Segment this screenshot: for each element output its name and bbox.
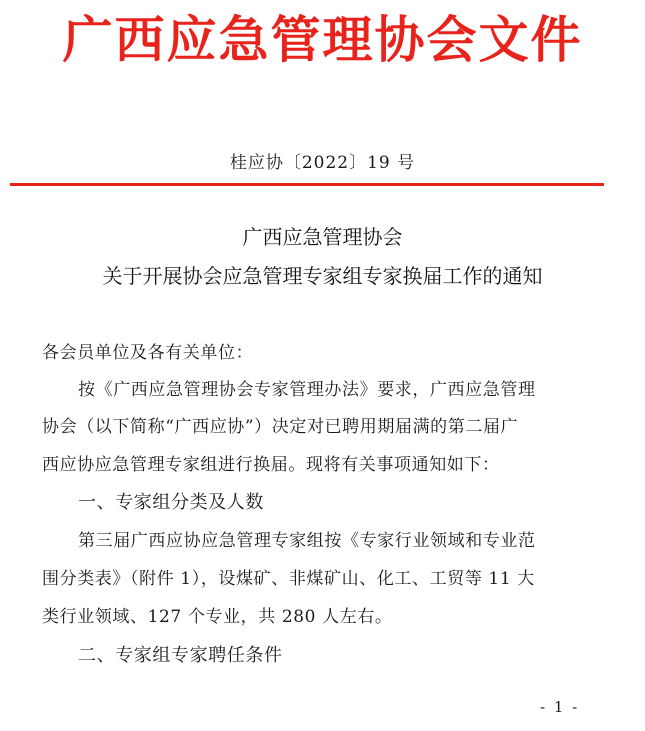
salutation: 各会员单位及各有关单位： xyxy=(42,343,254,363)
section-heading-1: 一、专家组分类及人数 xyxy=(78,492,264,513)
red-divider-line xyxy=(10,183,604,186)
paragraph-line: 西应协应急管理专家组进行换届。现将有关事项通知如下： xyxy=(42,455,500,475)
paragraph-line: 类行业领域、127 个专业，共 280 人左右。 xyxy=(42,607,393,627)
paragraph-line: 第三届广西应协应急管理专家组按《专家行业领域和专业范 xyxy=(78,531,536,551)
page-number: - 1 - xyxy=(540,698,580,716)
paragraph-line: 按《广西应急管理协会专家管理办法》要求，广西应急管理 xyxy=(78,380,536,400)
paragraph-line: 围分类表》（附件 1），设煤矿、非煤矿山、化工、工贸等 11 大 xyxy=(42,569,535,589)
notice-title-line-1: 广西应急管理协会 xyxy=(242,225,403,249)
section-heading-2: 二、专家组专家聘任条件 xyxy=(78,645,283,666)
masthead-title: 广西应急管理协会文件 xyxy=(62,11,583,69)
notice-title-line-2: 关于开展协会应急管理专家组专家换届工作的通知 xyxy=(102,264,543,288)
paragraph-line: 协会（以下简称“广西应协”）决定对已聘用期届满的第二届广 xyxy=(42,417,519,437)
document-number: 桂应协〔2022〕19 号 xyxy=(229,153,416,173)
